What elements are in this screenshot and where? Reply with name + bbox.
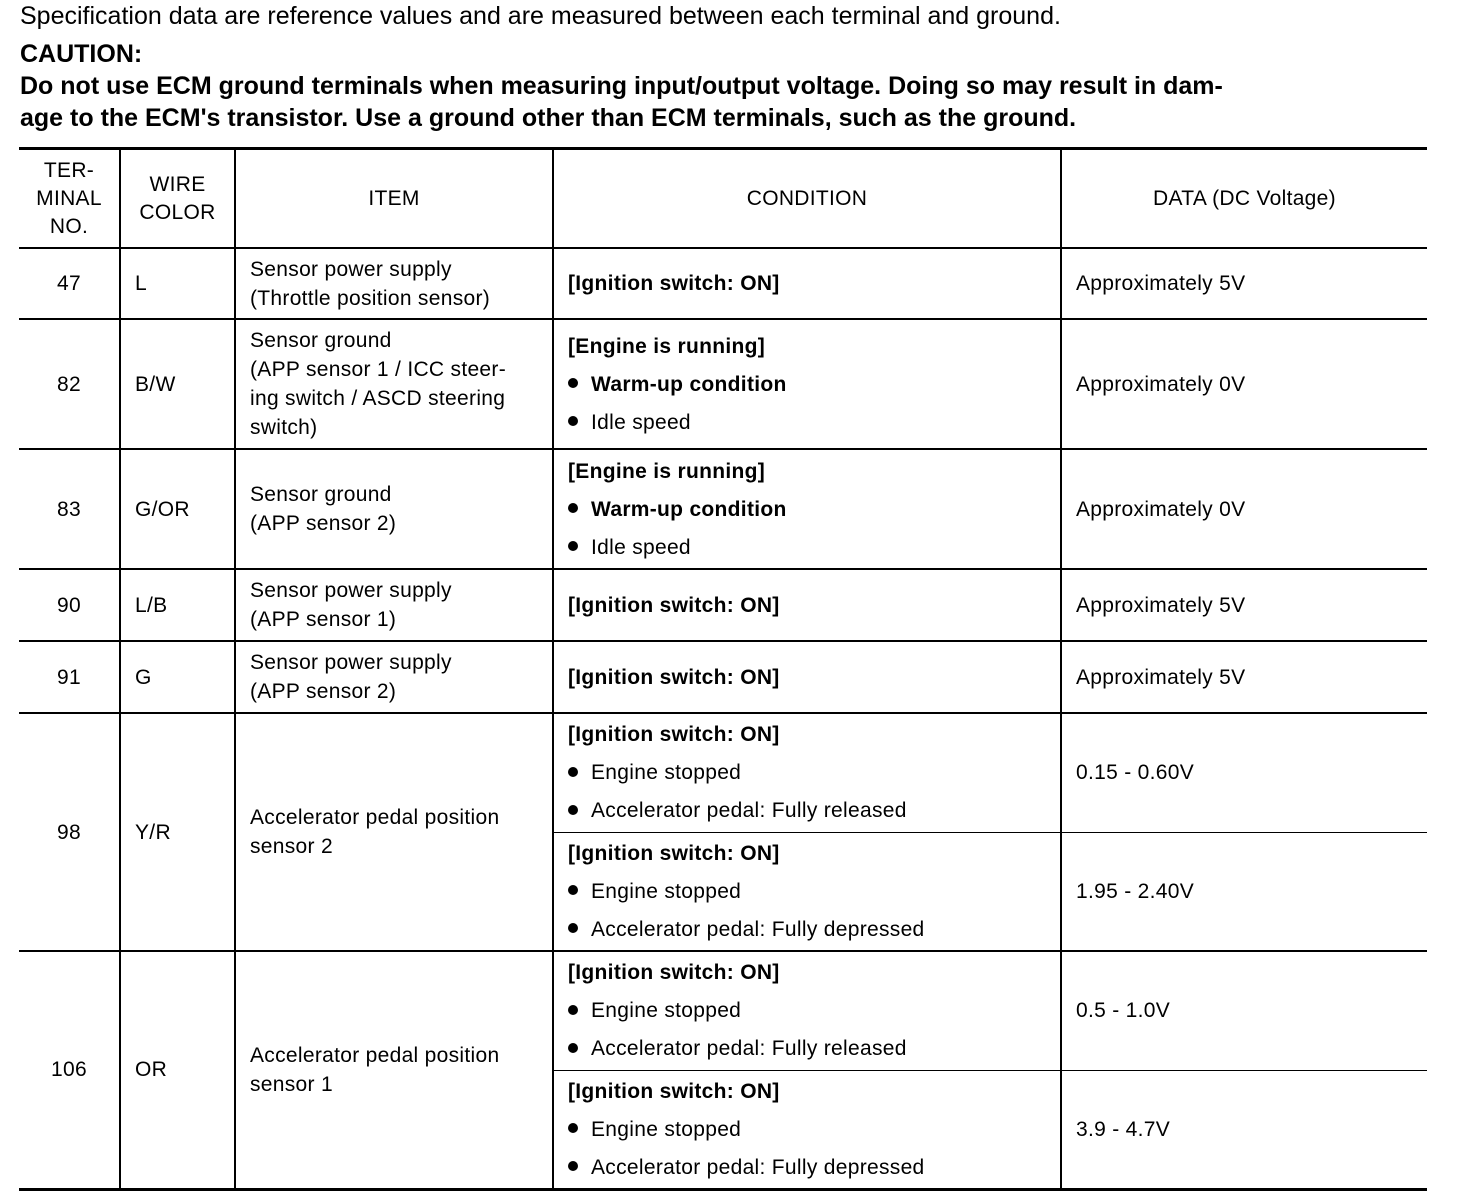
condition-bullet-item xyxy=(568,533,1046,562)
table-body xyxy=(19,248,1427,1189)
table-row xyxy=(19,319,1427,449)
condition-bullet-text: Engine stopped xyxy=(591,1117,742,1141)
condition-bullet-text: Engine stopped xyxy=(591,999,742,1023)
header-terminal-no xyxy=(19,149,120,249)
bullet-icon xyxy=(568,541,578,551)
condition-bullet-text: Accelerator pedal: Fully released xyxy=(591,799,907,823)
condition-bullet-item xyxy=(568,796,1046,825)
condition-heading: [Engine is running] xyxy=(568,334,766,358)
voltage-data: Approximately 5V xyxy=(1061,248,1427,319)
condition-bullet-item xyxy=(568,408,1046,437)
condition-bullet-item xyxy=(568,1115,1046,1144)
condition-bullet-text: Warm-up condition xyxy=(591,497,787,521)
bullet-icon xyxy=(568,1161,578,1171)
wire-color: L xyxy=(120,248,235,319)
header-wire-line-1: WIRE xyxy=(149,172,206,196)
table-row xyxy=(19,641,1427,713)
table-row xyxy=(19,569,1427,641)
item-description xyxy=(235,713,553,951)
item-line: Sensor power supply xyxy=(250,579,452,602)
bullet-icon xyxy=(568,1043,578,1053)
item-description xyxy=(235,641,553,713)
item-line: (Throttle position sensor) xyxy=(250,286,491,310)
item-line: (APP sensor 2) xyxy=(250,512,397,535)
voltage-data: Approximately 5V xyxy=(1061,641,1427,713)
condition-bullet-item xyxy=(568,495,1046,524)
condition-heading: [Ignition switch: ON] xyxy=(568,961,780,985)
item-line: (APP sensor 2) xyxy=(250,680,397,703)
condition-heading: [Ignition switch: ON] xyxy=(568,1079,780,1103)
wire-color: B/W xyxy=(120,319,235,449)
bullet-icon xyxy=(568,885,578,895)
condition-bullet-item xyxy=(568,370,1046,399)
item-line: sensor 1 xyxy=(250,1072,333,1096)
condition-bullet-text: Engine stopped xyxy=(591,879,742,903)
intro-section xyxy=(20,0,1440,134)
caution-body xyxy=(20,70,1440,134)
table-row xyxy=(19,449,1427,569)
item-line: Sensor power supply xyxy=(250,257,452,281)
condition-cell xyxy=(553,713,1061,832)
terminal-number: 47 xyxy=(57,272,81,295)
bullet-icon xyxy=(568,1123,578,1133)
condition-bullet-item xyxy=(568,996,1046,1025)
condition-heading: [Ignition switch: ON] xyxy=(568,593,780,617)
condition-cell xyxy=(553,449,1061,569)
wire-color: Y/R xyxy=(120,713,235,951)
condition-bullet-item xyxy=(568,915,1046,944)
caution-title: CAUTION: xyxy=(20,40,143,68)
condition-cell xyxy=(553,951,1061,1070)
condition-heading: [Engine is running] xyxy=(568,459,766,483)
terminal-number: 98 xyxy=(57,820,81,844)
bullet-icon xyxy=(568,378,578,388)
condition-bullet-item xyxy=(568,758,1046,787)
voltage-data: 1.95 - 2.40V xyxy=(1061,832,1427,951)
item-description xyxy=(235,569,553,641)
bullet-icon xyxy=(568,1005,578,1015)
item-line: Accelerator pedal position xyxy=(250,1043,500,1067)
voltage-data: Approximately 5V xyxy=(1061,569,1427,641)
condition-bullet-text: Accelerator pedal: Fully depressed xyxy=(591,917,925,941)
table-row xyxy=(19,713,1427,832)
condition-bullet-text: Idle speed xyxy=(591,535,691,559)
condition-bullet-text: Warm-up condition xyxy=(591,372,787,396)
header-wire-color xyxy=(120,149,235,249)
item-line: switch) xyxy=(250,416,318,439)
item-description xyxy=(235,319,553,449)
item-line: (APP sensor 1) xyxy=(250,608,397,631)
condition-bullet-text: Engine stopped xyxy=(591,761,742,785)
table-header-row xyxy=(19,149,1427,249)
item-description xyxy=(235,951,553,1189)
item-description xyxy=(235,449,553,569)
item-line: ing switch / ASCD steering xyxy=(250,387,506,410)
header-terminal-line-3: NO. xyxy=(49,214,89,238)
header-condition: CONDITION xyxy=(553,149,1061,249)
condition-cell xyxy=(553,319,1061,449)
terminal-number: 91 xyxy=(57,665,81,689)
condition-bullet-text: Accelerator pedal: Fully depressed xyxy=(591,1155,925,1179)
condition-cell xyxy=(553,248,1061,319)
table-row xyxy=(19,248,1427,319)
header-wire-line-2: COLOR xyxy=(139,200,216,224)
header-item: ITEM xyxy=(235,149,553,249)
terminal-number: 90 xyxy=(57,593,81,617)
bullet-icon xyxy=(568,767,578,777)
header-terminal-line-2: MINAL xyxy=(36,186,102,210)
condition-bullet-item xyxy=(568,877,1046,906)
condition-bullet-text: Idle speed xyxy=(591,410,691,434)
item-line: (APP sensor 1 / ICC steer- xyxy=(250,358,506,381)
condition-cell xyxy=(553,569,1061,641)
voltage-data: Approximately 0V xyxy=(1061,319,1427,449)
wire-color: OR xyxy=(120,951,235,1189)
wire-color: G xyxy=(120,641,235,713)
bullet-icon xyxy=(568,416,578,426)
item-line: Sensor power supply xyxy=(250,651,452,674)
bullet-icon xyxy=(568,503,578,513)
wire-color: L/B xyxy=(120,569,235,641)
condition-cell xyxy=(553,641,1061,713)
item-line: Accelerator pedal position xyxy=(250,806,500,829)
terminal-number: 106 xyxy=(51,1058,87,1082)
voltage-data: 0.5 - 1.0V xyxy=(1061,951,1427,1070)
voltage-data: 0.15 - 0.60V xyxy=(1061,713,1427,832)
voltage-data: Approximately 0V xyxy=(1061,449,1427,569)
terminal-spec-table xyxy=(19,147,1427,1191)
bullet-icon xyxy=(568,923,578,933)
caution-body-line-2: age to the ECM's transistor. Use a ground other than ECM terminals, such as the ground. xyxy=(20,104,1077,132)
condition-bullet-item xyxy=(568,1153,1046,1182)
item-line: Sensor ground xyxy=(250,329,392,352)
specification-note: Specification data are reference values and are measured between each terminal and ground. xyxy=(20,2,1061,30)
table-row xyxy=(19,951,1427,1070)
item-description xyxy=(235,248,553,319)
item-line: sensor 2 xyxy=(250,835,333,858)
condition-cell xyxy=(553,832,1061,951)
condition-heading: [Ignition switch: ON] xyxy=(568,272,780,295)
terminal-number: 83 xyxy=(57,497,81,521)
item-line: Sensor ground xyxy=(250,483,392,506)
bullet-icon xyxy=(568,805,578,815)
condition-heading: [Ignition switch: ON] xyxy=(568,723,780,747)
condition-bullet-item xyxy=(568,1034,1046,1063)
condition-heading: [Ignition switch: ON] xyxy=(568,665,780,689)
condition-cell xyxy=(553,1070,1061,1189)
header-terminal-line-1: TER- xyxy=(43,158,95,182)
wire-color: G/OR xyxy=(120,449,235,569)
voltage-data: 3.9 - 4.7V xyxy=(1061,1070,1427,1189)
header-data: DATA (DC Voltage) xyxy=(1061,149,1427,249)
caution-body-line-1: Do not use ECM ground terminals when measuring input/output voltage. Doing so may result in dam- xyxy=(20,72,1223,100)
terminal-number: 82 xyxy=(57,372,81,396)
condition-bullet-text: Accelerator pedal: Fully released xyxy=(591,1037,907,1061)
condition-heading: [Ignition switch: ON] xyxy=(568,841,780,865)
